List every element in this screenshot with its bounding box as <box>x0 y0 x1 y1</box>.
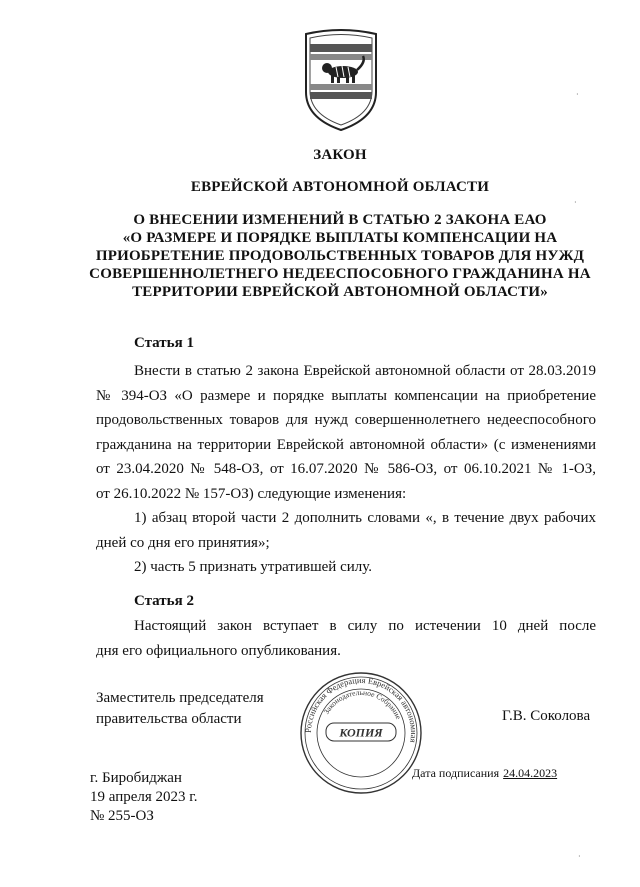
article-1-line: гражданина на территории Еврейской автономной области» (с изменениями <box>96 436 596 453</box>
law-title-line: «О РАЗМЕРЕ И ПОРЯДКЕ ВЫПЛАТЫ КОМПЕНСАЦИИ НА <box>122 230 558 246</box>
article-1-line: продовольственных товаров для нужд совершеннолетнего недееспособного <box>96 412 596 428</box>
law-title-line: СОВЕРШЕННОЛЕТНЕГО НЕДЕЕСПОСОБНОГО ГРАЖДАНИНА НА <box>89 266 591 282</box>
signatory-position-line: Заместитель председателя <box>96 690 264 706</box>
scan-speck: · <box>576 90 579 99</box>
official-seal-stamp <box>298 670 424 796</box>
signing-date-label: Дата подписания <box>412 766 500 780</box>
article-1-line: от 23.04.2020 № 548-ОЗ, от 16.07.2020 № 586-ОЗ, от 06.10.2021 № 1-ОЗ, <box>96 461 596 477</box>
place-and-number <box>90 769 198 826</box>
article-1-line: № 394-ОЗ «О размере и порядке выплаты компенсации на приобретение <box>96 387 596 404</box>
scan-speck: · <box>578 852 581 861</box>
article-1-heading: Статья 1 <box>134 335 194 351</box>
stamp-outer-text: Российская Федерация Еврейская автономная <box>302 674 420 744</box>
article-1-line: дней со дня его принятия»; <box>96 534 270 551</box>
signing-date-value: 24.04.2023 <box>503 766 558 780</box>
article-1-line: Внести в статью 2 закона Еврейской автономной области от 28.03.2019 <box>134 363 596 379</box>
law-title-line: ПРИОБРЕТЕНИЕ ПРОДОВОЛЬСТВЕННЫХ ТОВАРОВ ДЛЯ НУЖД <box>95 248 585 264</box>
signatory-position <box>96 688 264 730</box>
article-2-body <box>96 614 596 663</box>
stamp-center-text: КОПИЯ <box>339 725 383 740</box>
law-title-line: О ВНЕСЕНИИ ИЗМЕНЕНИЙ В СТАТЬЮ 2 ЗАКОНА ЕАО <box>133 212 547 228</box>
signatory-position-line: правительства области <box>96 711 242 727</box>
article-1-line: 1) абзац второй части 2 дополнить словами «, в течение двух рабочих <box>134 510 596 526</box>
article-1-line: 2) часть 5 признать утратившей силу. <box>134 559 373 575</box>
city: г. Биробиджан <box>90 770 182 786</box>
article-2-line: Настоящий закон вступает в силу по истечении 10 дней после <box>134 618 596 634</box>
article-1-line: от 26.10.2022 № 157-ОЗ) следующие изменения: <box>96 485 407 502</box>
signing-date <box>412 766 557 781</box>
article-2-line: дня его официального опубликования. <box>96 642 341 659</box>
document-type-heading: ЗАКОН <box>313 147 367 163</box>
law-title-line: ТЕРРИТОРИИ ЕВРЕЙСКОЙ АВТОНОМНОЙ ОБЛАСТИ» <box>132 284 548 300</box>
article-2-heading: Статья 2 <box>134 593 194 609</box>
signatory-name: Г.В. Соколова <box>502 708 591 724</box>
law-title <box>60 211 620 301</box>
adoption-date: 19 апреля 2023 г. <box>90 789 198 805</box>
scan-speck: · <box>574 198 577 207</box>
law-number: № 255-ОЗ <box>90 808 154 824</box>
article-1-body <box>96 359 596 580</box>
coat-of-arms-emblem <box>300 22 382 134</box>
stamp-inner-text: Законодательное Собрание <box>321 687 404 721</box>
region-heading: ЕВРЕЙСКОЙ АВТОНОМНОЙ ОБЛАСТИ <box>190 179 490 195</box>
